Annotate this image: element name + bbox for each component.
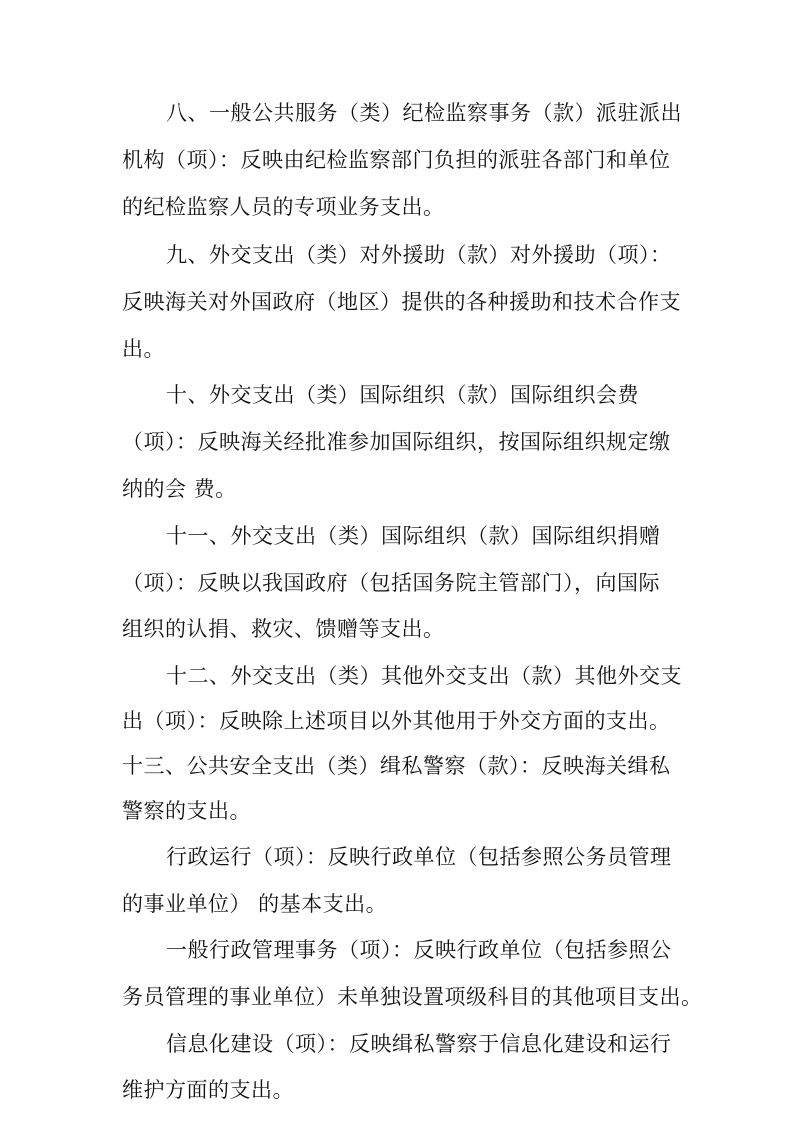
paragraph-line: （项）：反映以我国政府（包括国务院主管部门），向国际	[122, 571, 660, 595]
paragraph-line: 警察的支出。	[122, 799, 251, 823]
paragraph-line: 十三、公共安全支出（类）缉私警察（款）：反映海关缉私	[122, 754, 671, 778]
paragraph-line: 八、一般公共服务（类）纪检监察事务（款）派驻派出	[166, 101, 682, 125]
paragraph-line: 一般行政管理事务（项）：反映行政单位（包括参照公	[166, 938, 672, 962]
paragraph-line: 出。	[122, 337, 165, 361]
paragraph-line: 行政运行（项）：反映行政单位（包括参照公务员管理	[166, 845, 672, 869]
paragraph-line: 出（项）：反映除上述项目以外其他用于外交方面的支出。	[122, 709, 671, 733]
paragraph-line: （项）：反映海关经批准参加国际组织，按国际组织规定缴	[122, 430, 671, 454]
paragraph-line: 反映海关对外国政府（地区）提供的各种援助和技术合作支	[122, 290, 681, 314]
paragraph-line: 务员管理的事业单位）未单独设置项级科目的其他项目支出。	[122, 985, 703, 1009]
paragraph-line: 维护方面的支出。	[122, 1078, 294, 1102]
paragraph-line: 组织的认捐、救灾、馈赠等支出。	[122, 617, 445, 641]
paragraph-line: 的纪检监察人员的专项业务支出。	[122, 195, 445, 219]
paragraph-line: 机构（项）：反映由纪检监察部门负担的派驻各部门和单位	[122, 148, 671, 172]
paragraph-line: 十二、外交支出（类）其他外交支出（款）其他外交支	[166, 664, 682, 688]
paragraph-line: 信息化建设（项）：反映缉私警察于信息化建设和运行	[166, 1032, 672, 1056]
paragraph-line: 十、外交支出（类）国际组织（款）国际组织会费	[166, 383, 639, 407]
paragraph-line: 的事业单位） 的基本支出。	[122, 892, 388, 916]
paragraph-line: 九、外交支出（类）对外援助（款）对外援助（项）：	[166, 243, 672, 267]
paragraph-line: 十一、外交支出（类）国际组织（款）国际组织捐赠	[166, 524, 661, 548]
paragraph-line: 纳的会 费。	[122, 477, 237, 501]
